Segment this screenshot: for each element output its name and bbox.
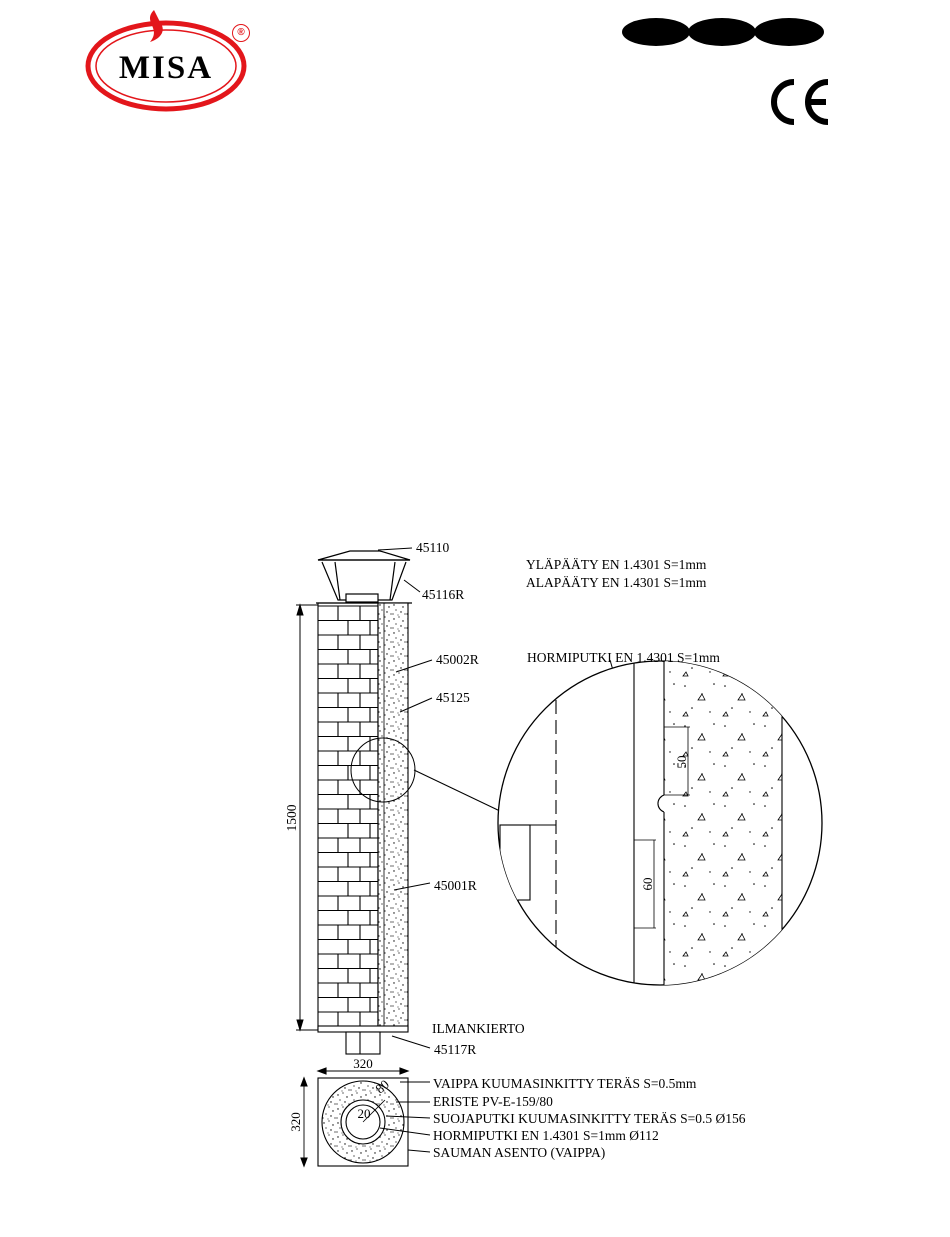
section-height-dim: 320 <box>288 1112 303 1132</box>
part-label-bottom-piece: 45117R <box>434 1042 477 1057</box>
section-legend-item: VAIPPA KUUMASINKITTY TERÄS S=0.5mm <box>433 1076 697 1091</box>
height-dimension-value: 1500 <box>284 804 299 832</box>
part-label-cap: 45110 <box>416 540 450 555</box>
detail-dim-lower: 60 <box>640 877 655 891</box>
detail-callout <box>351 738 502 812</box>
section-legend-item: SAUMAN ASENTO (VAIPPA) <box>433 1145 606 1160</box>
part-label-lower-element: 45001R <box>434 878 477 893</box>
section-gap-dim: 20 <box>357 1106 371 1121</box>
part-label-upper-element: 45002R <box>436 652 479 667</box>
part-label-cap-collar: 45116R <box>422 587 465 602</box>
bottom-end-cap-note: ALAPÄÄTY EN 1.4301 S=1mm <box>526 575 707 590</box>
section-legend-item: ERISTE PV-E-159/80 <box>433 1094 553 1109</box>
air-circulation-label: ILMANKIERTO <box>432 1021 525 1036</box>
registered-mark: ® <box>232 24 250 42</box>
detail-view <box>498 660 822 1000</box>
detail-dim-upper: 50 <box>674 755 689 769</box>
section-legend-item: SUOJAPUTKI KUUMASINKITTY TERÄS S=0.5 Ø156 <box>433 1111 746 1126</box>
insulation-column <box>378 603 408 1030</box>
section-width-dim: 320 <box>353 1056 373 1071</box>
height-dimension <box>296 605 318 1030</box>
brick-column <box>318 603 378 1030</box>
chimney-cap <box>316 551 412 603</box>
flue-pipe-note: HORMIPUTKI EN 1.4301 S=1mm <box>527 650 720 665</box>
top-end-cap-note: YLÄPÄÄTY EN 1.4301 S=1mm <box>526 557 707 572</box>
section-radial-dim: 80 <box>372 1076 392 1097</box>
section-legend-item: HORMIPUTKI EN 1.4301 S=1mm Ø112 <box>433 1128 659 1143</box>
part-label-insulation: 45125 <box>436 690 470 705</box>
bottom-piece <box>318 1026 408 1054</box>
svg-text:MISA: MISA <box>118 50 214 86</box>
